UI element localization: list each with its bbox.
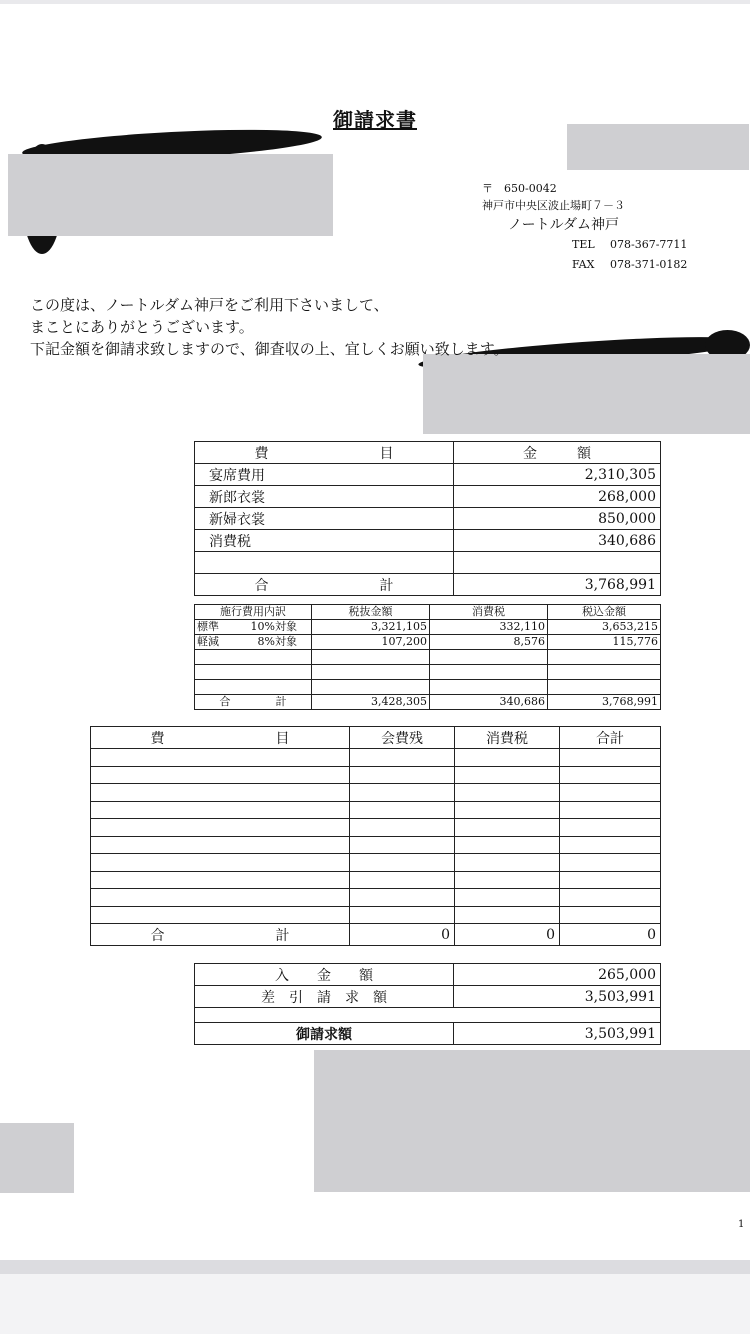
intro-line: 下記金額を御請求致しますので、御査収の上、宜しくお願い致します。 [30, 340, 509, 358]
rate-label: 標準 10%対象 [195, 620, 312, 635]
table-row [195, 620, 661, 635]
total-tax: 0 [455, 924, 560, 946]
table-row [195, 635, 661, 650]
deposit-label: 入 金 額 [195, 964, 454, 986]
intro-line: まことにありがとうございます。 [30, 318, 254, 336]
gross-cell: 3,653,215 [548, 620, 661, 635]
item-cell: 宴席費用 [195, 464, 454, 486]
amount-cell: 340,686 [454, 530, 661, 552]
table-row-empty [91, 836, 661, 854]
invoice-total-label: 御請求額 [195, 1023, 454, 1045]
tel-number: 078-367-7711 [610, 238, 688, 251]
tel-line [572, 238, 687, 251]
table-row [195, 530, 661, 552]
tax-breakdown-table [194, 604, 661, 710]
table-row-empty [91, 766, 661, 784]
deposit-amount: 265,000 [454, 964, 661, 986]
amount-cell: 268,000 [454, 486, 661, 508]
item-cell: 新婦衣裳 [195, 508, 454, 530]
total-label: 合 計 [195, 695, 312, 710]
document-title: 御請求書 [333, 108, 417, 132]
header-gross: 税込金額 [548, 605, 661, 620]
net-cell: 107,200 [312, 635, 430, 650]
redacted-recipient [8, 154, 333, 236]
header-net: 税抜金額 [312, 605, 430, 620]
item-cell: 消費税 [195, 530, 454, 552]
table-row-empty [91, 801, 661, 819]
total-label: 合 計 [195, 574, 454, 596]
table-row-empty [91, 871, 661, 889]
balance-label: 差 引 請 求 額 [195, 986, 454, 1008]
intro-line: この度は、ノートルダム神戸をご利用下さいまして、 [30, 296, 389, 314]
table-header-row [195, 605, 661, 620]
gross-cell: 115,776 [548, 635, 661, 650]
net-cell: 3,321,105 [312, 620, 430, 635]
fax-label: FAX [572, 258, 595, 271]
table-row-empty [195, 650, 661, 665]
redacted-stamp [567, 124, 749, 170]
table-row-empty [195, 552, 661, 574]
header-tax: 消費税 [455, 727, 560, 749]
header-item: 費 目 [91, 727, 350, 749]
table-row-empty [91, 784, 661, 802]
total-sum: 0 [560, 924, 661, 946]
table-row-empty [91, 749, 661, 767]
redacted-block-small [0, 1123, 74, 1193]
sender-address [482, 180, 625, 214]
total-tax: 340,686 [430, 695, 548, 710]
total-row [91, 924, 661, 946]
viewer-background [0, 1274, 750, 1334]
invoice-page [0, 4, 750, 1260]
amount-cell: 2,310,305 [454, 464, 661, 486]
summary-table [194, 963, 661, 1045]
total-net: 3,428,305 [312, 695, 430, 710]
street-address: 神戸市中央区波止場町７－３ [482, 199, 625, 212]
redacted-block [314, 1050, 750, 1192]
fax-line [572, 258, 687, 271]
table-row [195, 508, 661, 530]
fee-table [90, 726, 661, 946]
table-row-empty [195, 665, 661, 680]
header-total: 合計 [560, 727, 661, 749]
table-row-empty [195, 680, 661, 695]
rate-label: 軽減 8%対象 [195, 635, 312, 650]
deposit-row [195, 964, 661, 986]
invoice-total-amount: 3,503,991 [454, 1023, 661, 1045]
header-amount: 金 額 [454, 442, 661, 464]
total-row [195, 574, 661, 596]
spacer-row [195, 1008, 661, 1023]
total-row [195, 695, 661, 710]
amount-cell: 850,000 [454, 508, 661, 530]
table-row-empty [91, 889, 661, 907]
header-tax: 消費税 [430, 605, 548, 620]
fax-number: 078-371-0182 [610, 258, 688, 271]
page-number: 1 [738, 1219, 745, 1230]
item-cell: 新郎衣裳 [195, 486, 454, 508]
total-label: 合 計 [91, 924, 350, 946]
table-row-empty [91, 906, 661, 924]
tel-label: TEL [572, 238, 595, 251]
tax-cell: 332,110 [430, 620, 548, 635]
intro-text [30, 294, 509, 360]
balance-row [195, 986, 661, 1008]
company-name: ノートルダム神戸 [508, 217, 620, 233]
invoice-total-row [195, 1023, 661, 1045]
balance-amount: 3,503,991 [454, 986, 661, 1008]
table-header-row [91, 727, 661, 749]
viewer-bottom-edge [0, 1260, 750, 1274]
table-row-empty [91, 854, 661, 872]
header-item: 費 目 [195, 442, 454, 464]
header-breakdown: 施行費用内訳 [195, 605, 312, 620]
redacted-info [423, 354, 750, 434]
table-row [195, 486, 661, 508]
postal-code: 〒 650-0042 [482, 182, 557, 195]
total-fee: 0 [350, 924, 455, 946]
table-row [195, 464, 661, 486]
total-gross: 3,768,991 [548, 695, 661, 710]
tax-cell: 8,576 [430, 635, 548, 650]
table-header-row [195, 442, 661, 464]
charges-table [194, 441, 661, 596]
header-fee: 会費残 [350, 727, 455, 749]
total-amount: 3,768,991 [454, 574, 661, 596]
table-row-empty [91, 819, 661, 837]
